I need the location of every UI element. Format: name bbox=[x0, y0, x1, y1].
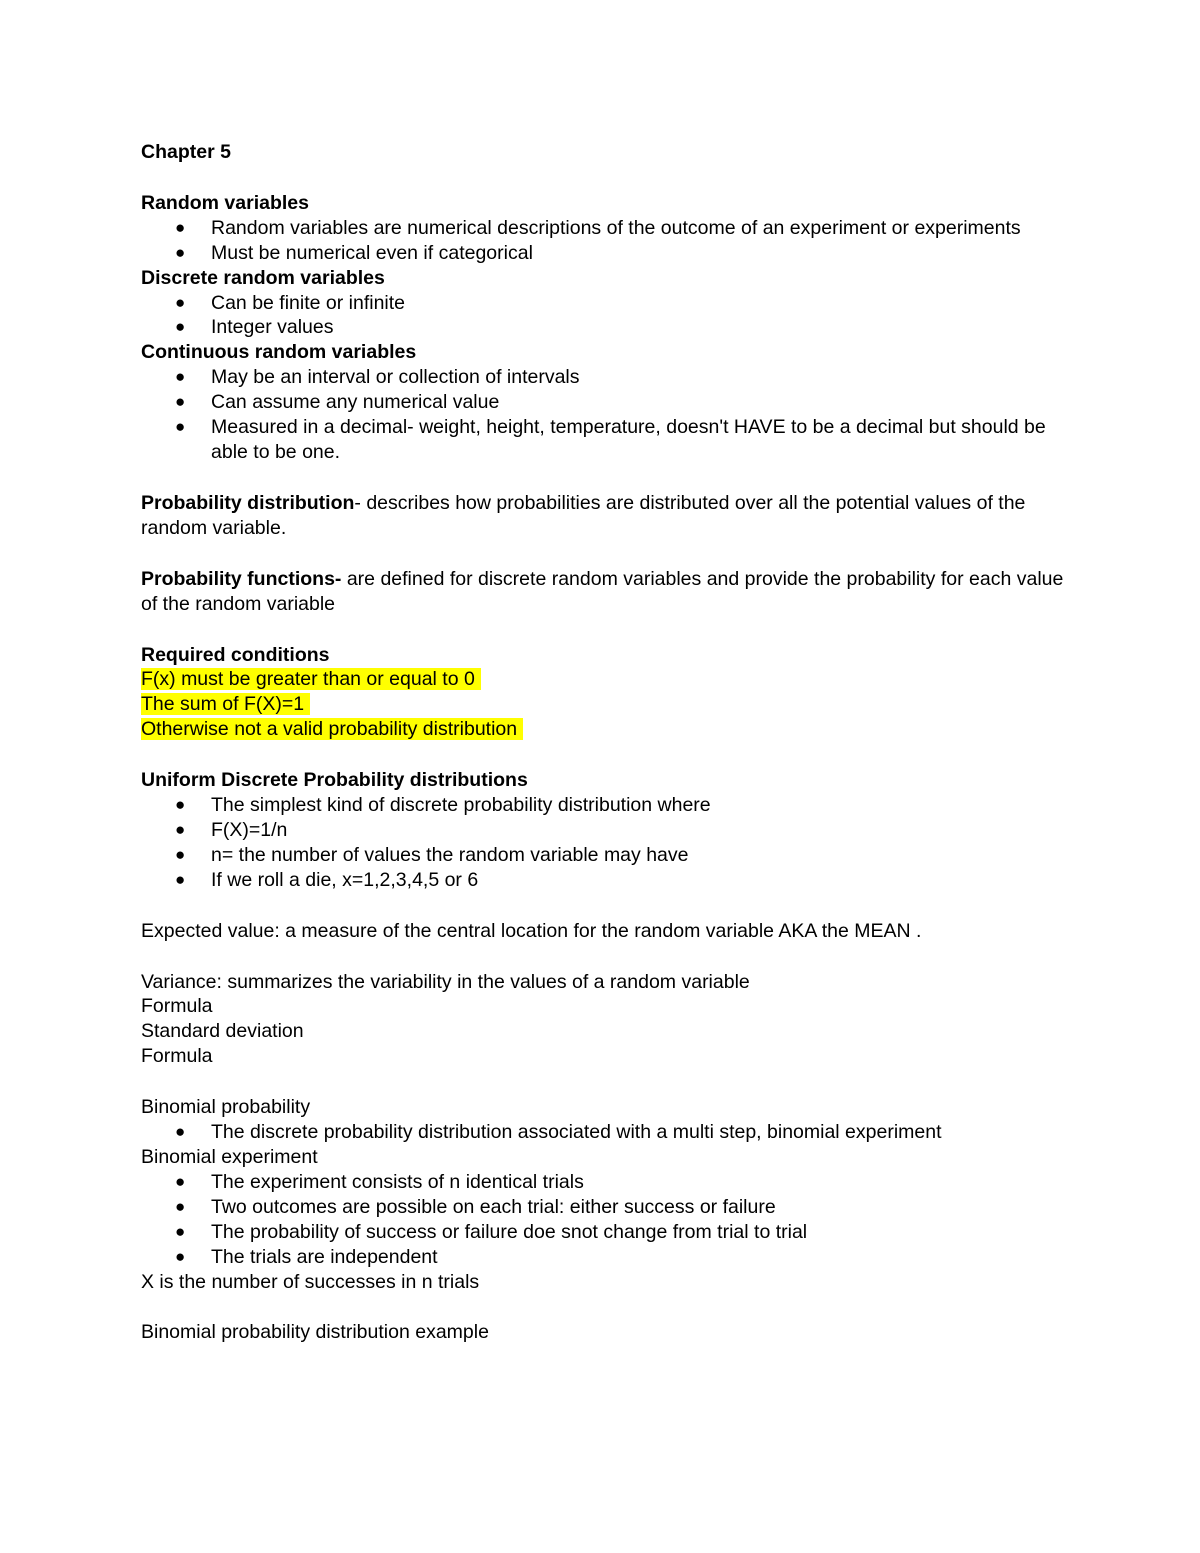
list-item: ● The experiment consists of n identical trials bbox=[175, 1170, 584, 1193]
list-item: ● Measured in a decimal- weight, height, temperature, doesn't HAVE to be a decimal but should be able to be one. bbox=[175, 416, 1046, 463]
bullet-dot-icon: ● bbox=[175, 1196, 186, 1216]
formula-label: Formula bbox=[141, 995, 213, 1018]
list-item: ● Random variables are numerical descriptions of the outcome of an experiment or experiments bbox=[175, 216, 1021, 239]
list-item: ● Can assume any numerical value bbox=[175, 391, 500, 414]
condition-text: F(x) must be greater than or equal to 0 bbox=[141, 668, 481, 690]
binomial-example-text: Binomial probability distribution example bbox=[141, 1321, 489, 1344]
highlighted-line bbox=[141, 717, 1071, 742]
bullet-list-discrete bbox=[141, 291, 1071, 341]
spacer bbox=[141, 541, 1071, 567]
paragraph-probability-functions bbox=[141, 567, 1071, 617]
bullet-dot-icon: ● bbox=[175, 869, 186, 889]
spacer bbox=[141, 617, 1071, 643]
spacer bbox=[141, 465, 1071, 491]
bullet-dot-icon: ● bbox=[175, 1171, 186, 1191]
spacer bbox=[141, 1069, 1071, 1095]
list-item: ● If we roll a die, x=1,2,3,4,5 or 6 bbox=[175, 868, 479, 891]
list-item: ● F(X)=1/n bbox=[175, 818, 288, 841]
list-item: ● Integer values bbox=[175, 316, 334, 339]
bullet-dot-icon: ● bbox=[175, 242, 186, 262]
list-item: ● The simplest kind of discrete probability distribution where bbox=[175, 794, 711, 817]
section-heading-continuous-random-variables: Continuous random variables bbox=[141, 341, 417, 364]
list-item: ● The trials are independent bbox=[175, 1245, 438, 1268]
list-item: ● Two outcomes are possible on each trial: either success or failure bbox=[175, 1195, 776, 1218]
standard-deviation-label: Standard deviation bbox=[141, 1020, 304, 1043]
formula-label: Formula bbox=[141, 1045, 213, 1068]
document-page bbox=[141, 140, 1071, 1345]
successes-text: X is the number of successes in n trials bbox=[141, 1270, 480, 1293]
spacer bbox=[141, 165, 1071, 191]
spacer bbox=[141, 893, 1071, 919]
list-item: ● Can be finite or infinite bbox=[175, 291, 406, 314]
expected-value-text: Expected value: a measure of the central location for the random variable AKA the MEAN . bbox=[141, 919, 922, 942]
spacer bbox=[141, 944, 1071, 970]
section-heading-random-variables: Random variables bbox=[141, 191, 309, 214]
condition-text: The sum of F(X)=1 bbox=[141, 693, 310, 715]
spacer bbox=[141, 1294, 1071, 1320]
bullet-list-continuous bbox=[141, 365, 1071, 465]
bullet-list-random-variables bbox=[141, 216, 1071, 266]
bullet-dot-icon: ● bbox=[175, 367, 186, 387]
bullet-dot-icon: ● bbox=[175, 392, 186, 412]
list-item: ● Must be numerical even if categorical bbox=[175, 241, 533, 264]
list-item: ● May be an interval or collection of intervals bbox=[175, 366, 580, 389]
section-heading-required-conditions: Required conditions bbox=[141, 643, 330, 666]
definition-probability-distribution: - describes how probabilities are distributed over all the potential values of the random variable. bbox=[141, 491, 1026, 539]
bullet-list-binomial-experiment bbox=[141, 1170, 1071, 1270]
bullet-dot-icon: ● bbox=[175, 292, 186, 312]
list-item: ● The discrete probability distribution associated with a multi step, binomial experiment bbox=[175, 1121, 942, 1144]
spacer bbox=[141, 742, 1071, 768]
bullet-dot-icon: ● bbox=[175, 317, 186, 337]
chapter-title: Chapter 5 bbox=[141, 141, 231, 163]
bullet-dot-icon: ● bbox=[175, 1221, 186, 1241]
binomial-probability-heading: Binomial probability bbox=[141, 1096, 311, 1119]
bullet-dot-icon: ● bbox=[175, 819, 186, 839]
binomial-experiment-heading: Binomial experiment bbox=[141, 1146, 318, 1168]
bullet-dot-icon: ● bbox=[175, 1246, 186, 1266]
section-heading-uniform-discrete: Uniform Discrete Probability distributions bbox=[141, 769, 528, 792]
bullet-dot-icon: ● bbox=[175, 417, 186, 437]
bullet-dot-icon: ● bbox=[175, 844, 186, 864]
bullet-dot-icon: ● bbox=[175, 217, 186, 237]
term-probability-distribution: Probability distribution bbox=[141, 491, 355, 514]
variance-text: Variance: summarizes the variability in the values of a random variable bbox=[141, 970, 750, 993]
condition-text: Otherwise not a valid probability distribution bbox=[141, 718, 523, 740]
bullet-list-uniform bbox=[141, 793, 1071, 893]
bullet-dot-icon: ● bbox=[175, 795, 186, 815]
highlighted-line bbox=[141, 667, 1071, 692]
bullet-dot-icon: ● bbox=[175, 1122, 186, 1142]
list-item: ● n= the number of values the random variable may have bbox=[175, 843, 689, 866]
bullet-list-binomial-probability bbox=[141, 1120, 1071, 1145]
list-item: ● The probability of success or failure doe snot change from trial to trial bbox=[175, 1220, 808, 1243]
paragraph-probability-distribution bbox=[141, 491, 1071, 541]
section-heading-discrete-random-variables: Discrete random variables bbox=[141, 266, 385, 289]
definition-probability-functions: are defined for discrete random variables and provide the probability for each value of the random variable bbox=[141, 567, 1064, 615]
term-probability-functions: Probability functions- bbox=[141, 567, 342, 590]
highlighted-line bbox=[141, 692, 1071, 717]
